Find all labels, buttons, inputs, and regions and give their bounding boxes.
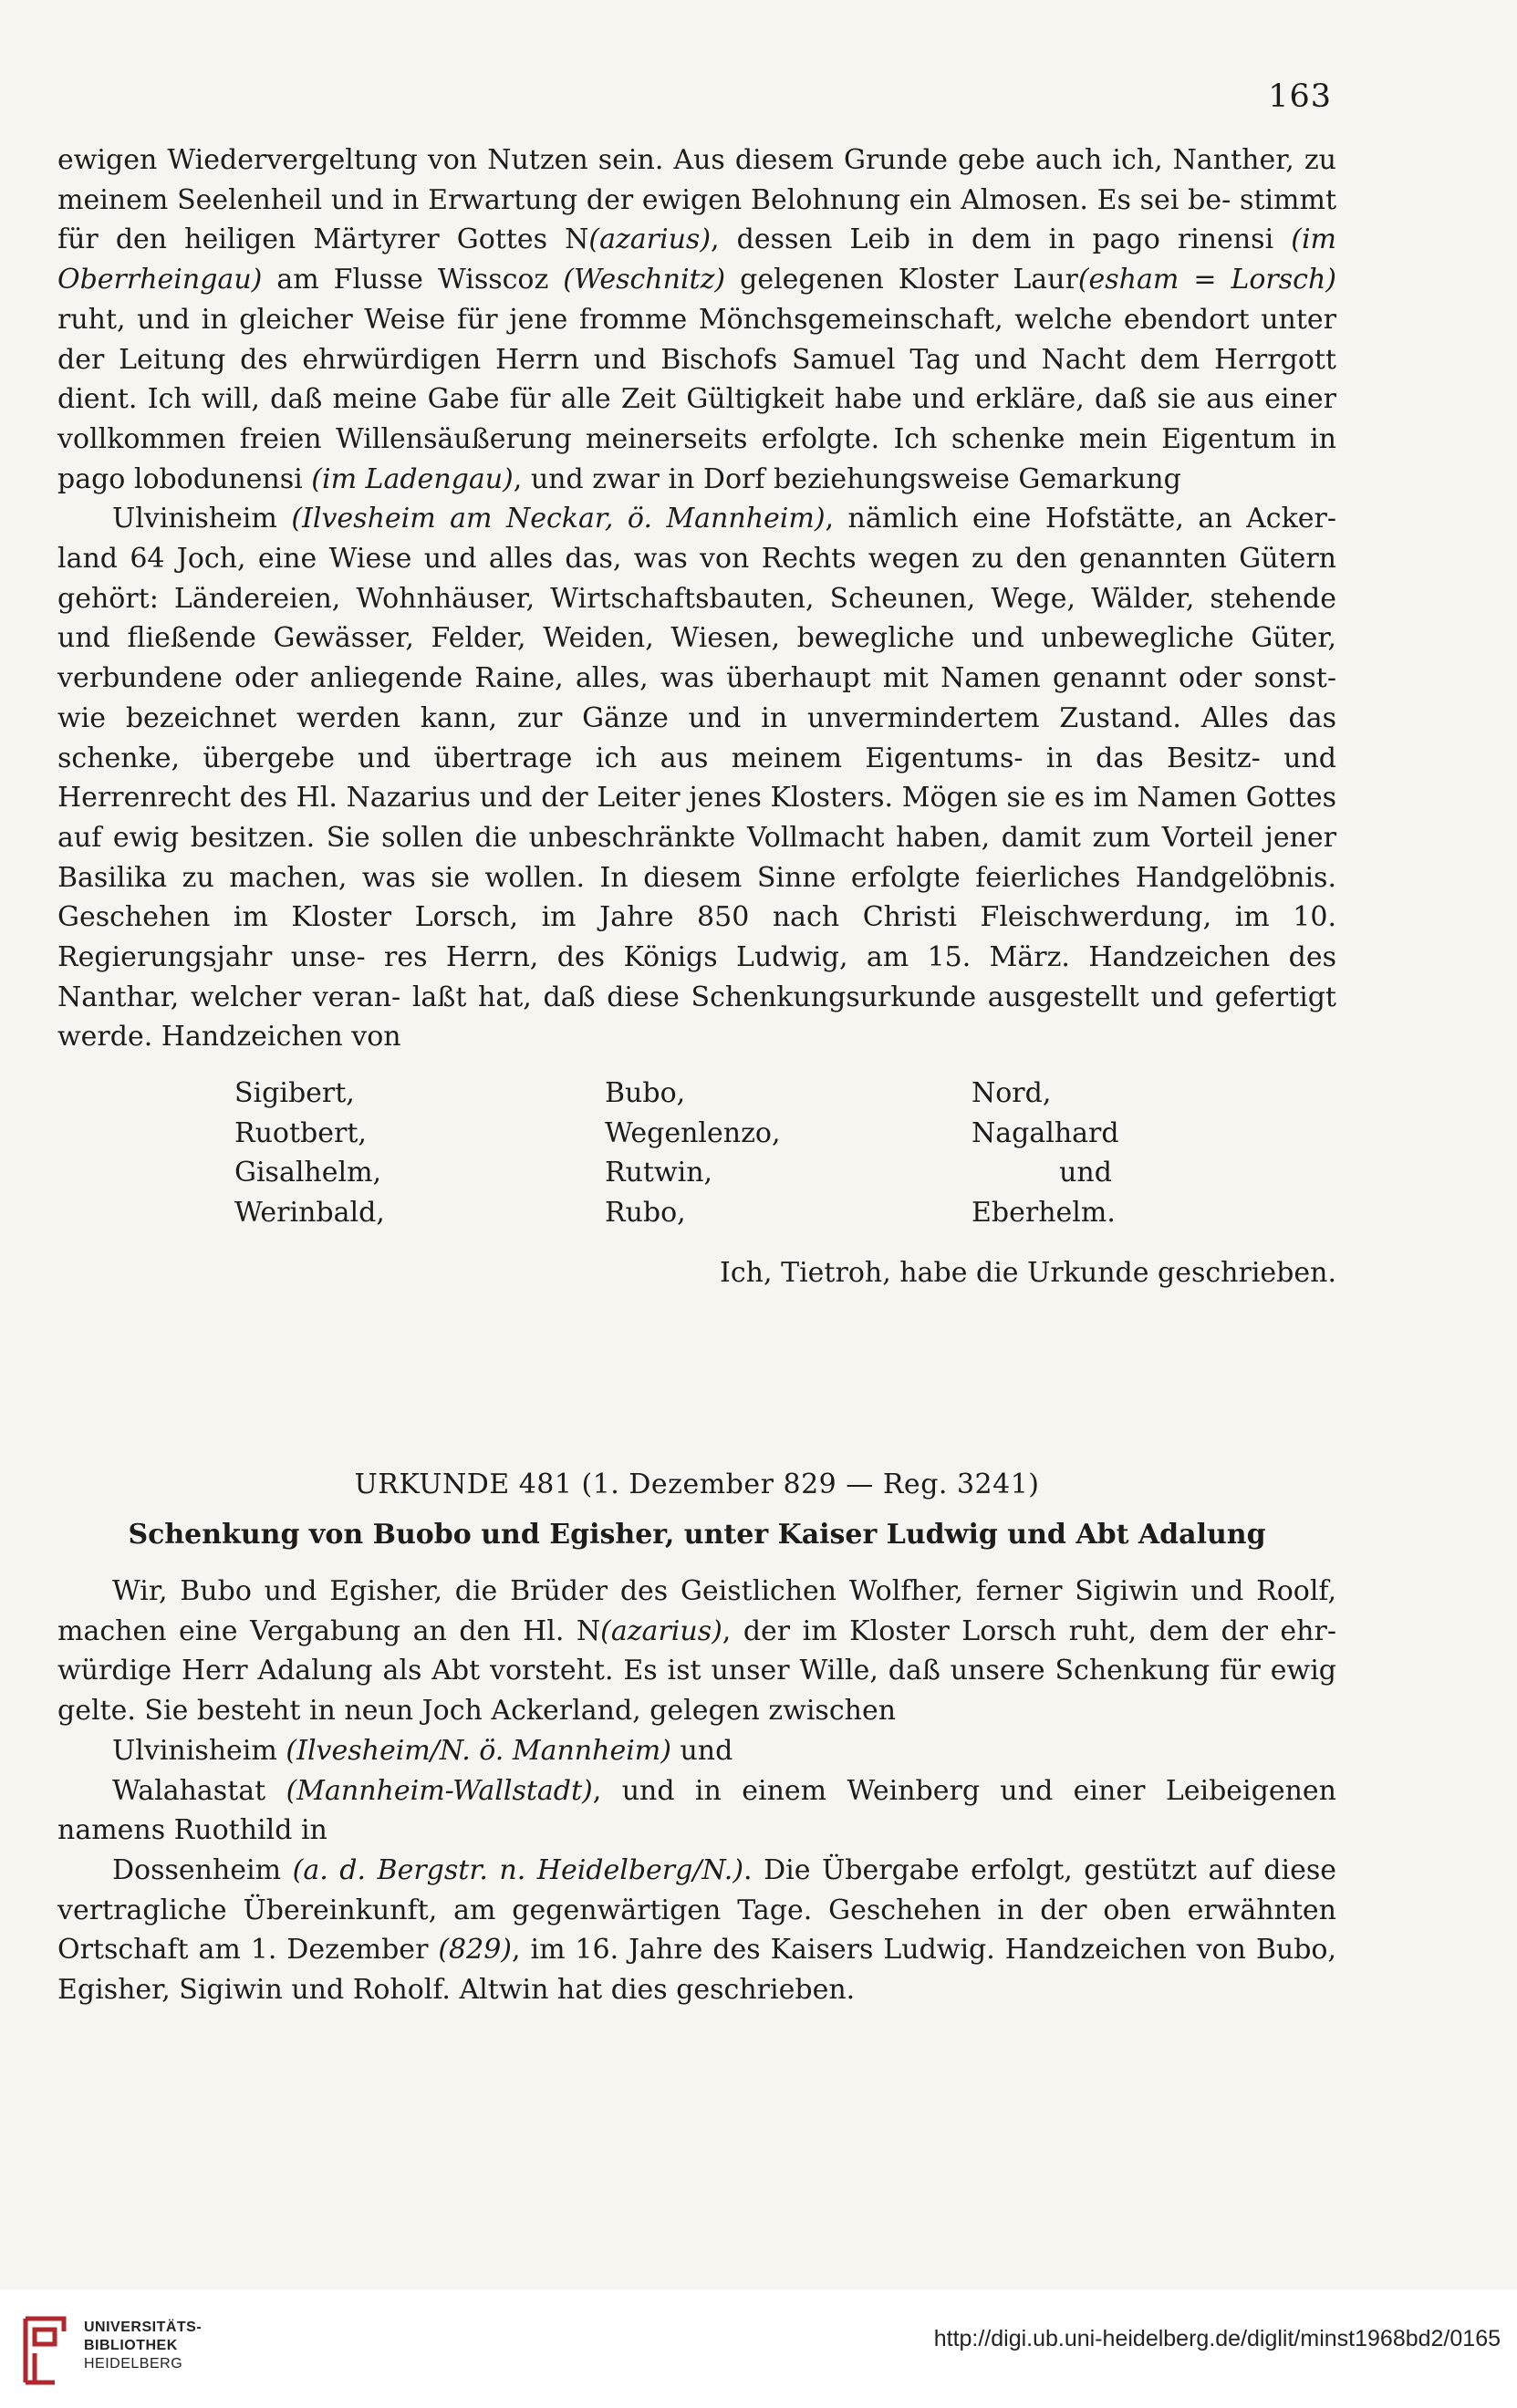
- paragraph: Ulvinisheim (Ilvesheim/N. ö. Mannheim) und: [112, 1734, 733, 1767]
- paragraph: Walahastat (Mannheim-Wallstadt), und in einem Weinberg und einer Leibeigenen namens Ruothild in: [57, 1774, 1336, 1847]
- witness-row: Sigibert, Bubo, Nord,: [234, 1077, 1052, 1109]
- witness-row: Gisalhelm, Rutwin, und: [234, 1157, 1112, 1189]
- charter-text-block: [57, 1572, 1336, 2010]
- witness-row: Werinbald, Rubo, Eberhelm.: [234, 1197, 1116, 1230]
- paragraph: Ulvinisheim (Ilvesheim am Neckar, ö. Mannheim), nämlich eine Hofstätte, an Acker- land 64 Joch, eine Wiese und alles das, was von Rechts wegen zu den genannten Gütern gehört: Ländereien, Wohnhäuser, Wirtschaftsbauten, Scheunen, Wege, Wälder, stehende und fließende Gewässer, Felder, Weiden, Wiesen, bewegliche und unbewegliche Güter, verbundene oder anliegende Raine, alles, was überhaupt mit Namen genannt oder sonst- wie bezeichnet werden kann, zur Gänze und in unvermindertem Zustand. Alles das schenke, übergebe und übertrage ich aus meinem Eigentums- in das Besitz- und Herrenrecht des Hl. Nazarius und der Leiter jenes Klosters. Mögen sie es im Namen Gottes auf ewig besitzen. Sie sollen die unbeschränkte Vollmacht haben, damit zum Vorteil jener Basilika zu machen, was sie wollen. In diesem Sinne erfolgte feierliches Handgelöbnis. Geschehen im Kloster Lorsch, im Jahre 850 nach Christi Fleischwerdung, im 10. Regierungsjahr unse- res Herrn, des Königs Ludwig, am 15. März. Handzeichen des Nanthar, welcher veran- laßt hat, daß diese Schenkungsurkunde ausgestellt und gefertigt werde. Handzeichen von: [57, 503, 1336, 1054]
- paragraph: Wir, Bubo und Egisher, die Brüder des Geistlichen Wolfher, ferner Sigiwin und Roolf, machen eine Vergabung an den Hl. N(azarius), der im Kloster Lorsch ruht, dem der ehr- würdige Herr Adalung als Abt vorsteht. Es ist unser Wille, daß unsere Schenkung für ewig gelte. Sie besteht in neun Joch Ackerland, gelegen zwischen: [57, 1575, 1336, 1728]
- document-subtitle: Schenkung von Buobo und Egisher, unter Kaiser Ludwig und Abt Adalung: [128, 1519, 1266, 1551]
- page-number: 163: [1268, 78, 1332, 115]
- footer: [0, 2289, 1517, 2408]
- library-logo-text: UNIVERSITÄTS- BIBLIOTHEK HEIDELBERG: [84, 2320, 203, 2372]
- source-url-link[interactable]: http://digi.ub.uni-heidelberg.de/diglit/minst1968bd2/0165: [933, 2326, 1501, 2351]
- library-logo-icon[interactable]: [18, 2308, 77, 2394]
- document-heading: URKUNDE 481 (1. Dezember 829 — Reg. 3241): [354, 1469, 1040, 1500]
- paragraph: ewigen Wiedervergeltung von Nutzen sein. Aus diesem Grunde gebe auch ich, Nanther, zu meinem Seelenheil und in Erwartung der ewigen Belohnung ein Almosen. Es sei be- stimmt für den heiligen Märtyrer Gottes N(azarius), dessen Leib in dem in pago rinensi (im Oberrheingau) am Flusse Wisscoz (Weschnitz) gelegenen Kloster Laur(esham = Lorsch) ruht, und in gleicher Weise für jene fromme Mönchsgemeinschaft, welche ebendort unter der Leitung des ehrwürdigen Herrn und Bischofs Samuel Tag und Nacht dem Herrgott dient. Ich will, daß meine Gabe für alle Zeit Gültigkeit habe und erkläre, daß sie aus einer vollkommen freien Willensäußerung meinerseits erfolgte. Ich schenke mein Eigentum in pago lobodunensi (im Ladengau), und zwar in Dorf beziehungsweise Gemarkung: [57, 144, 1336, 495]
- paragraph: Dossenheim (a. d. Bergstr. n. Heidelberg/N.). Die Übergabe erfolgt, gestützt auf diese vertragliche Übereinkunft, am gegenwärtigen Tage. Geschehen in der oben erwähnten Ortschaft am 1. Dezember (829), im 16. Jahre des Kaisers Ludwig. Handzeichen von Bubo, Egisher, Sigiwin und Roholf. Altwin hat dies geschrieben.: [57, 1853, 1336, 2007]
- charter-text-block: [57, 140, 1336, 1057]
- scribe-line: Ich, Tietroh, habe die Urkunde geschrieben.: [720, 1257, 1336, 1289]
- witness-list: [234, 1074, 1338, 1233]
- witness-row: Ruotbert, Wegenlenzo, Nagalhard: [234, 1116, 1119, 1149]
